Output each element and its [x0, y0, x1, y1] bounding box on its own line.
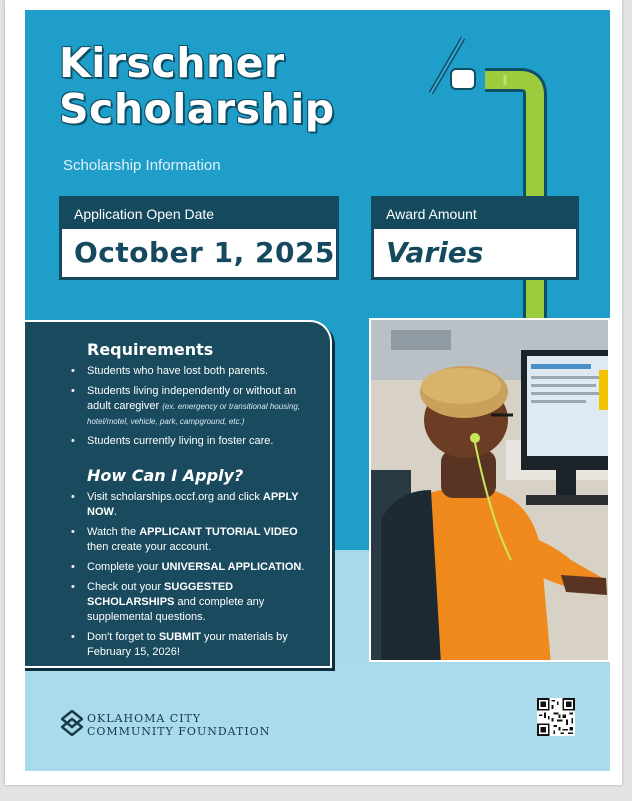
award-amount-box	[371, 196, 579, 280]
open-date-label: Application Open Date	[62, 199, 336, 229]
title-line-2: Scholarship	[59, 85, 335, 133]
step-emphasis: SUBMIT	[158, 631, 201, 643]
occf-logo-icon	[61, 710, 83, 736]
step-text: Watch the	[87, 526, 137, 538]
step-emphasis: APPLICANT TUTORIAL VIDEO	[139, 526, 298, 538]
step-text-end: .	[301, 561, 305, 573]
org-name-line-2: COMMUNITY FOUNDATION	[87, 725, 271, 738]
step-text: Complete your	[87, 561, 159, 573]
step-text: Visit scholarships.occf.org and click	[87, 491, 260, 503]
student-photo	[369, 318, 610, 662]
flyer-subtitle: Scholarship Information	[63, 157, 221, 174]
award-amount-value: Varies	[386, 236, 484, 269]
step-emphasis: UNIVERSAL APPLICATION	[161, 561, 302, 573]
pencil-icon	[425, 35, 565, 325]
scholarship-flyer	[25, 10, 610, 771]
title-line-1: Kirschner	[59, 39, 285, 87]
apply-heading: How Can I Apply?	[87, 466, 244, 485]
requirement-item	[69, 384, 319, 429]
flyer-title	[59, 40, 335, 132]
org-name	[87, 712, 270, 738]
requirement-text: Students currently living in foster care.	[87, 435, 274, 447]
requirements-panel	[25, 320, 332, 668]
requirement-item	[69, 434, 319, 449]
step-text-end: .	[113, 506, 117, 518]
apply-step	[69, 630, 319, 660]
requirements-list	[69, 364, 319, 454]
step-text: Check out your	[87, 581, 161, 593]
open-date-value: October 1, 2025	[74, 236, 335, 269]
apply-step	[69, 560, 319, 575]
step-text: Don't forget to	[87, 631, 156, 643]
requirement-text: Students who have lost both parents.	[87, 365, 269, 377]
step-text-end: and complete any supplemental questions.	[87, 596, 265, 623]
apply-step	[69, 580, 319, 625]
apply-steps-list	[69, 490, 319, 665]
step-text-end: then create your account.	[87, 541, 212, 553]
step-text-end: your materials by February 15, 2026!	[87, 631, 288, 658]
apply-step	[69, 490, 319, 520]
requirements-heading: Requirements	[87, 340, 214, 359]
org-name-line-1: OKLAHOMA CITY	[87, 712, 202, 725]
document-page	[5, 0, 622, 785]
qr-code-icon[interactable]	[537, 698, 575, 736]
requirement-item	[69, 364, 319, 379]
student-at-computer-image	[371, 320, 610, 662]
award-amount-label: Award Amount	[374, 199, 576, 229]
requirement-text: Students living independently or without an adult caregiver	[87, 385, 297, 412]
step-emphasis: SUGGESTED SCHOLARSHIPS	[87, 581, 234, 608]
step-emphasis: APPLY NOW	[87, 491, 299, 518]
open-date-box	[59, 196, 339, 280]
apply-step	[69, 525, 319, 555]
requirement-note: (ex. emergency or transitional housing, hotel/motel, vehicle, park, campground, etc.)	[87, 402, 301, 426]
